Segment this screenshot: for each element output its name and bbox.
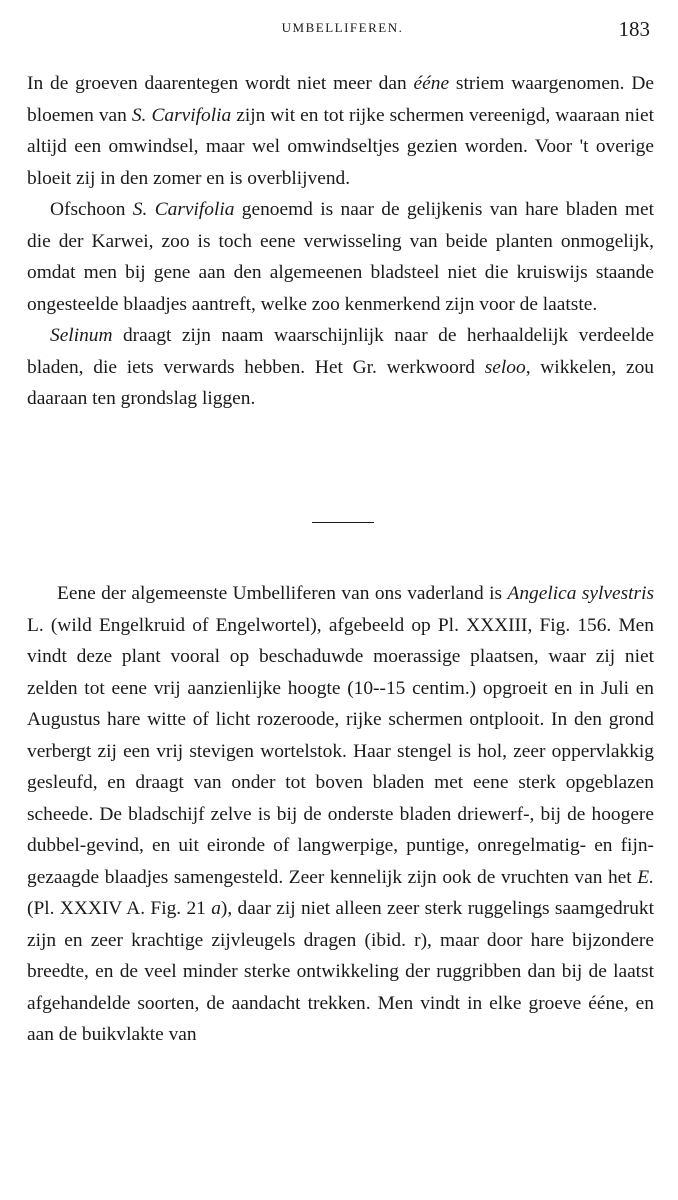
genus-abbrev: E. — [637, 866, 654, 888]
text-run: draagt zijn naam waarschijnlijk naar de herhaaldelijk verdeelde bladen, die iets verwards hebben. Het Gr. werkwoord — [27, 325, 654, 378]
paragraph-etymology — [27, 320, 654, 415]
text-run: In de groeven daarentegen wordt niet meer dan — [27, 73, 414, 94]
figure-letter: a — [211, 898, 221, 919]
running-title: UMBELLIFEREN. — [281, 20, 404, 35]
species-name: Angelica sylvestris — [507, 583, 654, 604]
species-name: S. Carvifolia — [132, 199, 235, 220]
section-divider — [312, 522, 374, 523]
text-run: Eene der algemeenste Umbelliferen van ons vaderland is — [57, 583, 508, 604]
section-selinum — [27, 68, 654, 415]
greek-word: seloo — [484, 356, 526, 378]
species-name: S. Carvifolia — [131, 104, 232, 126]
text-run: L. (wild Engelkruid of Engelwortel), afgebeeld op Pl. XXXIII, Fig. 156. Men vindt deze plant vooral op beschaduwde moerassige plaatsen, waar zij niet zelden tot eene vrij aanzienlijke hoogte (10--15 centim.) opgroeit en in Juli en Augustus hare witte of licht rozeroode, rijke schermen ontplooit. In den grond verbergt zij een vrij stevigen wortelstok. Haar stengel is hol, zeer oppervlakkig gesleufd, en draagt van onder tot boven bladen met eene sterk opgeblazen scheede. De bladschijf zelve is bij de onderste bladen driewerf-, bij de hoogere dubbel-gevind, en uit eironde of langwerpige, puntige, onregelmatig- en fijn-gezaagde blaadjes samengesteld. Zeer kennelijk zijn ook de vruchten van het — [27, 614, 654, 888]
text-run: zijn wit en tot rijke schermen vereenigd, waaraan niet altijd een omwindsel, maar wel omwindseltjes gezien worden. Voor 't overige bloeit zij in den zomer en is overblijvend. — [27, 104, 654, 189]
section-angelica — [27, 578, 654, 1051]
paragraph-karwei — [27, 194, 654, 320]
text-run: genoemd is naar de gelijkenis van hare bladen met die der Karwei, zoo is toch eene verwisseling van beide planten onmogelijk, omdat men bij gene aan den algemeenen bladsteel niet die kruiswijs staande ongesteelde blaadjes aantreft, welke zoo kenmerkend zijn voor de laatste. — [27, 199, 654, 315]
genus-name: Selinum — [50, 325, 113, 346]
text-run: Ofschoon — [50, 199, 133, 220]
paragraph-angelica — [27, 578, 654, 1051]
italic-run: ééne — [413, 73, 450, 94]
paragraph-striem — [27, 68, 654, 194]
running-header — [27, 17, 658, 44]
page-number: 183 — [618, 17, 650, 41]
text-run: ), daar zij niet alleen zeer sterk ruggelings saamgedrukt zijn en zeer krachtige zijvleugels dragen (ibid. r), maar door hare bijzondere breedte, en de veel minder sterke ontwikkeling der ruggribben dan bij de laatst afgehandelde soorten, de aandacht trekken. Men vindt in elke groeve ééne, en aan de buikvlakte van — [27, 898, 654, 1045]
text-run: , wikkelen, zou daaraan ten grondslag liggen. — [27, 356, 654, 409]
text-run: (Pl. XXXIV A. Fig. 21 — [27, 898, 212, 919]
text-run: striem waargenomen. De bloemen van — [27, 73, 654, 126]
